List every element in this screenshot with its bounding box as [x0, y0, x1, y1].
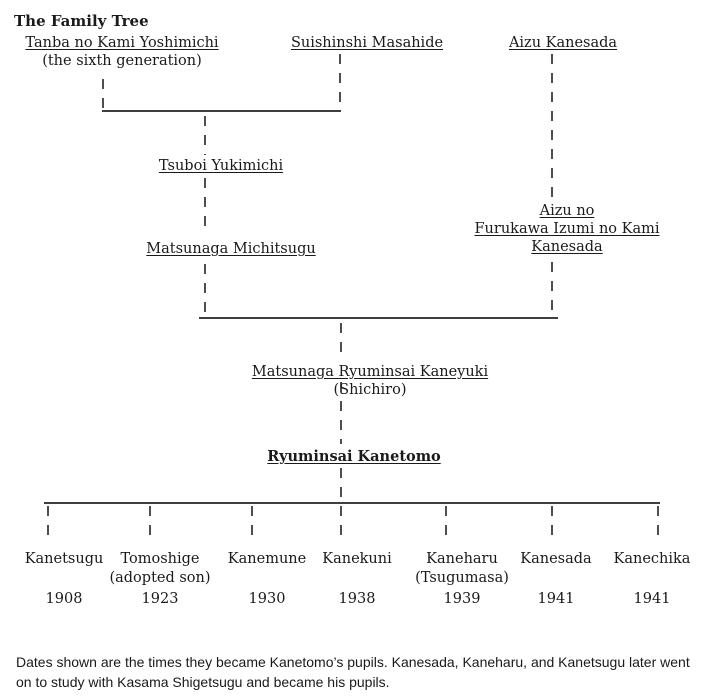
name-yukimichi: Tsuboi Yukimichi — [158, 158, 284, 174]
pupil-year: 1908 — [45, 591, 83, 607]
name-masahide: Suishinshi Masahide — [290, 35, 444, 51]
pupil-year: 1923 — [141, 591, 179, 607]
name-kanetomo: Ryuminsai Kanetomo — [267, 448, 441, 465]
node-michitsugu — [146, 240, 315, 258]
name-yoshimichi: Tanba no Kami Yoshimichi — [25, 35, 219, 51]
pupil-year: 1941 — [633, 591, 671, 607]
node-aizu-kanesada — [509, 34, 617, 52]
pupil-name: Kanekuni — [322, 551, 392, 567]
pupil-kanesada — [520, 550, 591, 609]
pupil-year: 1939 — [443, 591, 481, 607]
name-kaneyuki: Matsunaga Ryuminsai Kaneyuki — [251, 364, 489, 380]
diagram-title: The Family Tree — [14, 12, 149, 30]
name-furukawa-line-3: Kanesada — [531, 239, 603, 255]
name-aizu-kanesada: Aizu Kanesada — [508, 35, 618, 51]
node-yukimichi — [159, 157, 283, 175]
pupil-year: 1938 — [338, 591, 376, 607]
pupil-kanekuni — [322, 550, 392, 609]
name-michitsugu: Matsunaga Michitsugu — [146, 241, 316, 257]
node-kanetomo — [267, 448, 440, 466]
pupil-name: Kanesada — [520, 551, 592, 567]
pupil-name: Tomoshige — [120, 551, 200, 567]
pupil-tomoshige — [109, 550, 210, 609]
node-kaneyuki — [252, 363, 488, 399]
pupil-kanechika — [614, 550, 691, 609]
node-masahide — [291, 34, 443, 52]
pupil-name: Kanechika — [613, 551, 691, 567]
pupil-note: (adopted son) — [109, 570, 211, 586]
pupil-year: 1941 — [537, 591, 575, 607]
pupil-name: Kanemune — [227, 551, 307, 567]
pupil-kaneharu — [415, 550, 509, 609]
footnote: Dates shown are the times they became Kanetomo’s pupils. Kanesada, Kaneharu, and Kanetsugu later went on to study with Kasama Shigetsugu and became his pupils. — [16, 654, 690, 690]
pupil-year: 1930 — [248, 591, 286, 607]
pupil-kanetsugu — [25, 550, 104, 609]
pupil-name: Kaneharu — [426, 551, 498, 567]
pupil-kanemune — [228, 550, 306, 609]
note-yoshimichi: (the sixth generation) — [42, 53, 202, 69]
node-yoshimichi — [25, 34, 218, 70]
node-furukawa-kanesada — [474, 202, 659, 256]
pupil-note: (Tsugumasa) — [415, 570, 509, 586]
note-kaneyuki: (Shichiro) — [333, 382, 407, 398]
name-furukawa-line-1: Aizu no — [539, 203, 595, 219]
name-furukawa-line-2: Furukawa Izumi no Kami — [474, 221, 660, 237]
pupil-name: Kanetsugu — [24, 551, 104, 567]
